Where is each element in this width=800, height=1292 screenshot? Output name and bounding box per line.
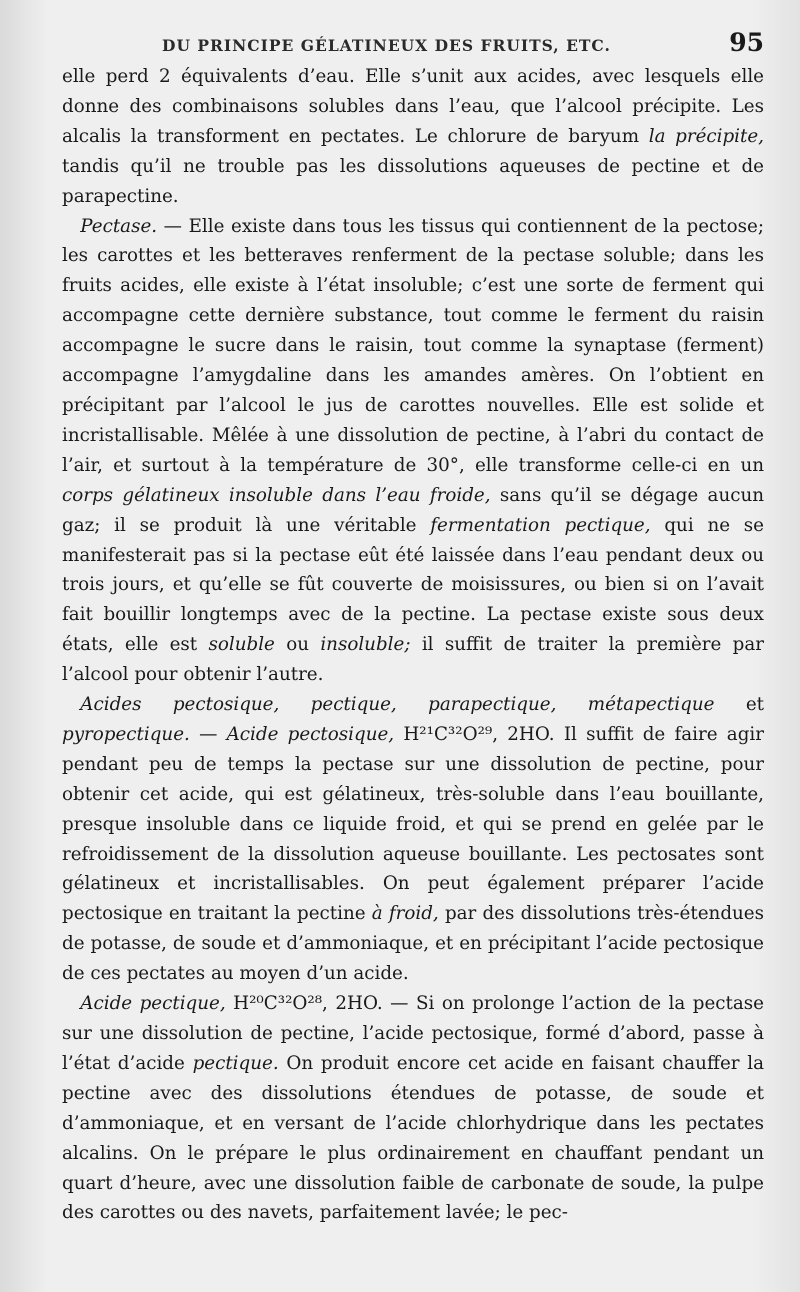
chemical-formula: H²⁰C³²O²⁸, 2HO.	[225, 993, 383, 1015]
text-run: ou	[274, 634, 321, 656]
chemical-formula: H²¹C³²O²⁹, 2HO.	[394, 723, 555, 745]
italic-run: insoluble;	[320, 634, 411, 656]
section-lead: Acides pectosique, pectique, parapectique, métapectique	[80, 694, 715, 716]
page-header	[62, 28, 764, 62]
section-lead: Acide pectique,	[80, 993, 226, 1015]
paragraph-pectase	[62, 212, 764, 691]
italic-run: la précipite,	[648, 125, 764, 147]
text-run: —	[189, 723, 227, 745]
paragraph-acides	[62, 690, 764, 989]
section-lead: Pectase.	[80, 215, 158, 237]
italic-run: corps gélatineux insoluble dans l’eau froide,	[62, 484, 491, 506]
text-run: tandis qu’il ne trouble pas les dissolutions aqueuses de pectine et de parapectine.	[62, 155, 764, 207]
page-body	[62, 62, 764, 1228]
text-run: Il suffit de faire agir pendant peu de temps la pectase sur une dissolution de pectine, pour obtenir cet acide, qui est gélatineux, très-soluble dans l’eau bouillante, presque insoluble dans ce liquide froid, et qui se prend en gelée par le refroidissement de la dissolution aqueuse bouillante. Les pectosates sont gélatineux et incristallisables. On peut également préparer l’acide pectosique en traitant la pectine	[62, 723, 764, 925]
italic-run: à froid,	[371, 903, 439, 925]
text-run: On produit encore cet acide en faisant chauffer la pectine avec des dissolutions étendues de potasse, de soude et d’ammoniaque, et en versant de l’acide chlorhydrique dans les pectates alcalins. On le prépare le plus ordinairement en chauffant pendant un quart d’heure, avec une dissolution faible de carbonate de soude, la pulpe des carottes ou des navets, parfaitement lavée; le pec-	[62, 1052, 764, 1224]
text-run: sans qu’il se dégage aucun gaz; il se produit là une véritable	[62, 484, 765, 536]
text-run: — Elle existe dans tous les tissus qui contiennent de la pectose; les carottes et les betteraves renferment de la pectase soluble; dans les fruits acides, elle existe à l’état insoluble; c’est une sorte de ferment qui accompagne cette dernière substance, tout comme le ferment du raisin accompagne le sucre dans le raisin, tout comme la synaptase (ferment) accompagne l’amygdaline dans les amandes amères. On l’obtient en précipitant par l’alcool le jus de carottes nouvelles. Elle est solide et incristallisable. Mêlée à une dissolution de pectine, à l’abri du contact de l’air, et surtout à la température de 30°, elle transforme celle-ci en un	[62, 215, 764, 476]
paragraph-acide-pectique	[62, 989, 764, 1228]
text-run: et	[714, 694, 764, 716]
page-number: 95	[729, 28, 764, 57]
running-head: DU PRINCIPE GÉLATINEUX DES FRUITS, ETC.	[162, 36, 611, 55]
italic-run: Acide pectosique,	[226, 723, 395, 745]
text-run: il suffit de traiter la première par l’alcool pour obtenir l’autre.	[62, 634, 765, 686]
paragraph-1	[62, 62, 764, 212]
text-run: qui ne se manifesterait pas si la pectase eût été laissée dans l’eau pendant deux ou trois jours, et qu’elle se fût couverte de moisissures, ou bien si on l’avait fait bouillir longtemps avec de la pectine. La pectase existe sous deux états, elle est	[62, 514, 765, 656]
italic-run: pectique.	[192, 1052, 279, 1074]
text-run: par des dissolutions très-étendues de potasse, de soude et d’ammoniaque, et en précipitant l’acide pectosique de ces pectates au moyen d’un acide.	[62, 903, 764, 985]
italic-run: fermentation pectique,	[430, 514, 651, 536]
text-run: elle perd 2 équivalents d’eau. Elle s’unit aux acides, avec lesquels elle donne des combinaisons solubles dans l’eau, que l’alcool précipite. Les alcalis la transforment en pectates. Le chlorure de baryum	[62, 66, 764, 147]
section-lead: pyropectique.	[62, 723, 190, 745]
italic-run: soluble	[208, 634, 275, 656]
text-run: — Si on prolonge l’action de la pectase sur une dissolution de pectine, l’acide pectosique, formé d’abord, passe à l’état d’acide	[62, 993, 764, 1074]
